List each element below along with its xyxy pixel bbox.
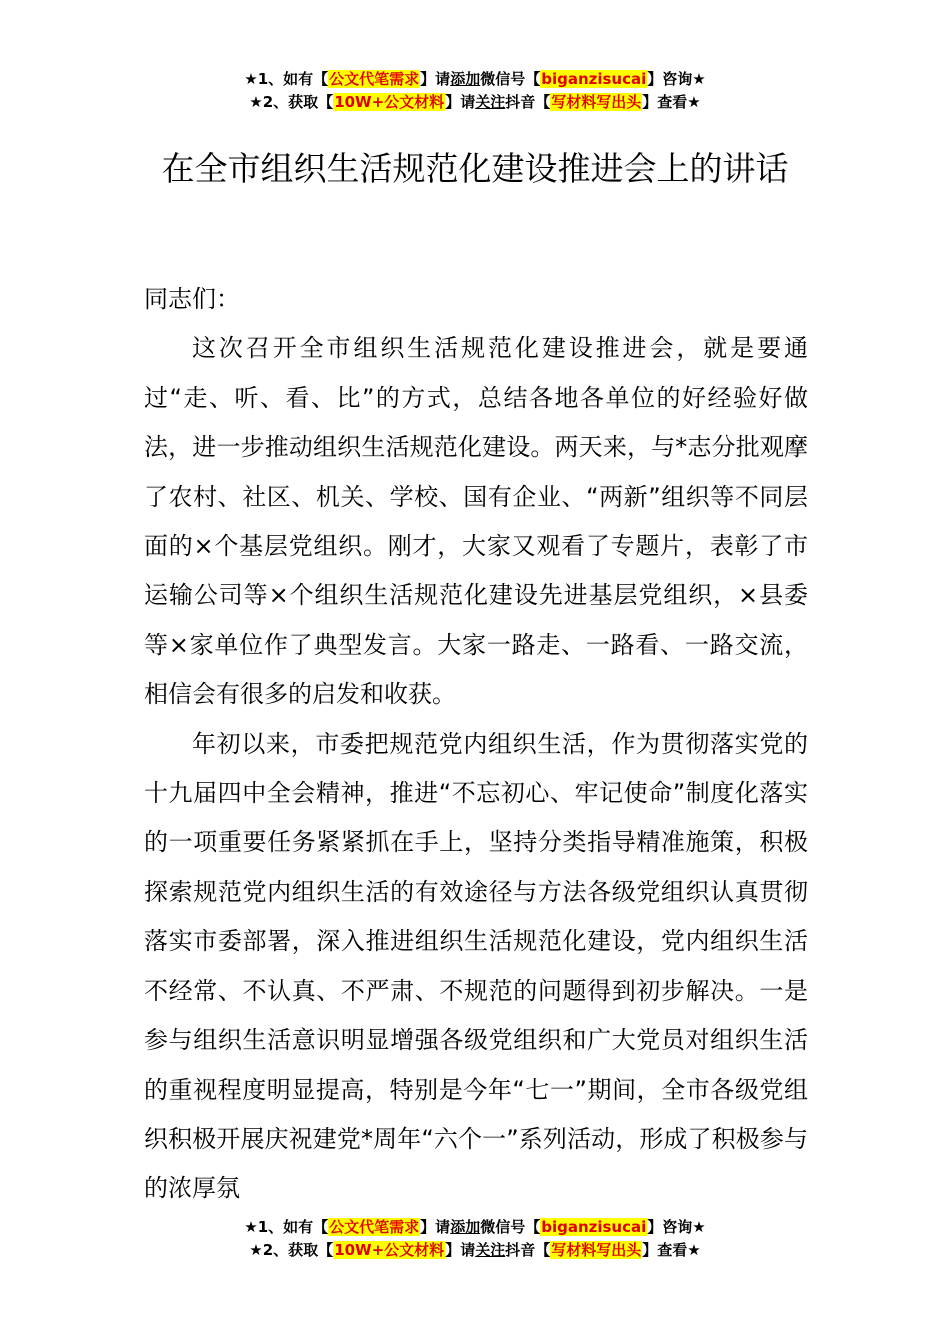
greeting: 同志们： bbox=[144, 285, 240, 313]
highlight-text: 公文代笔需求 bbox=[329, 1218, 420, 1236]
document-title: 在全市组织生活规范化建设推进会上的讲话 bbox=[161, 149, 789, 189]
highlight-text: 10W+公文材料 bbox=[334, 93, 445, 111]
underlined-text: 添加 bbox=[450, 70, 481, 88]
douyin-account: 写材料写出头 bbox=[551, 93, 642, 111]
underlined-text: 关注 bbox=[475, 93, 506, 111]
promo-banner-bottom bbox=[0, 1216, 950, 1262]
underlined-text: 关注 bbox=[475, 1241, 506, 1259]
highlight-text: 10W+公文材料 bbox=[334, 1241, 445, 1259]
highlight-text: 公文代笔需求 bbox=[329, 70, 420, 88]
underlined-text: 添加 bbox=[450, 1218, 481, 1236]
promo-line-1: ★1、如有【公文代笔需求】请添加微信号【biganzisucai】咨询★ bbox=[244, 1218, 706, 1236]
document-body bbox=[144, 275, 808, 1214]
douyin-account: 写材料写出头 bbox=[551, 1241, 642, 1259]
promo-banner-top bbox=[0, 68, 950, 114]
wechat-id: biganzisucai bbox=[541, 1218, 647, 1236]
promo-line-2: ★2、获取【10W+公文材料】请关注抖音【写材料写出头】查看★ bbox=[249, 93, 701, 111]
paragraph-2: 年初以来，市委把规范党内组织生活，作为贯彻落实党的十九届四中全会精神，推进“不忘初心、牢记使命”制度化落实的一项重要任务紧紧抓在手上，坚持分类指导精准施策，积极探索规范党内组织生活的有效途径与方法各级党组织认真贯彻落实市委部署，深入推进组织生活规范化建设，党内组织生活不经常、不认真、不严肃、不规范的问题得到初步解决。一是参与组织生活意识明显增强各级党组织和广大党员对组织生活的重视程度明显提高，特别是今年“七一”期间，全市各级党组织积极开展庆祝建党*周年“六个一”系列活动，形成了积极参与的浓厚氛 bbox=[144, 729, 808, 1203]
paragraph-1: 这次召开全市组织生活规范化建设推进会，就是要通过“走、听、看、比”的方式，总结各地各单位的好经验好做法，进一步推动组织生活规范化建设。两天来，与*志分批观摩了农村、社区、机关、学校、国有企业、“两新”组织等不同层面的×个基层党组织。刚才，大家又观看了专题片，表彰了市运输公司等×个组织生活规范化建设先进基层党组织，×县委等×家单位作了典型发言。大家一路走、一路看、一路交流，相信会有很多的启发和收获。 bbox=[144, 334, 808, 709]
wechat-id: biganzisucai bbox=[541, 70, 647, 88]
promo-line-1: ★1、如有【公文代笔需求】请添加微信号【biganzisucai】咨询★ bbox=[244, 70, 706, 88]
promo-line-2: ★2、获取【10W+公文材料】请关注抖音【写材料写出头】查看★ bbox=[249, 1241, 701, 1259]
